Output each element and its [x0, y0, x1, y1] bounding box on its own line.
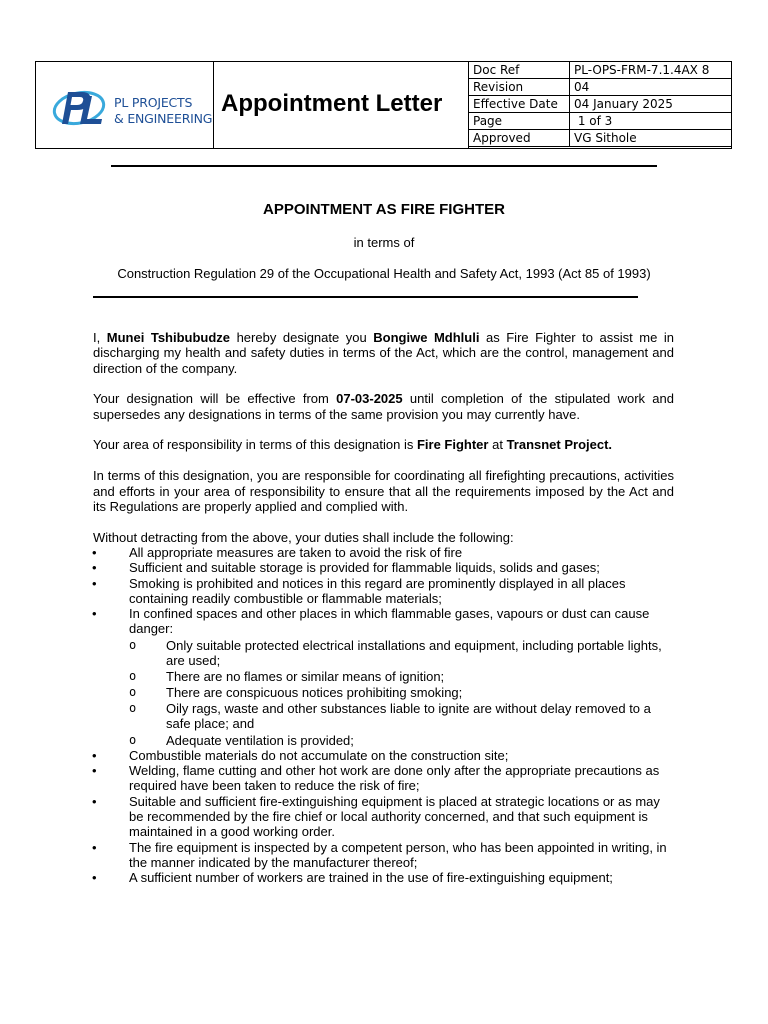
meta-key: Revision — [469, 79, 570, 96]
text-run: Your designation will be effective from — [93, 391, 337, 407]
sub-item-text: Adequate ventilation is provided; — [166, 732, 354, 748]
letter-body — [93, 330, 674, 885]
meta-key: Effective Date — [469, 96, 570, 113]
project-name: Transnet Project. — [506, 437, 613, 453]
list-item — [93, 545, 674, 560]
meta-value: VG Sithole — [570, 130, 732, 147]
sub-item-text: Oily rags, waste and other substances liable to ignite are without delay removed to a safe place; and — [166, 701, 651, 732]
bullet-icon: • — [92, 575, 97, 591]
meta-key: Page — [469, 113, 570, 130]
duties-intro: Without detracting from the above, your duties shall include the following: — [93, 529, 514, 545]
document-title: Appointment Letter — [221, 90, 443, 117]
bullet-icon: • — [92, 747, 97, 763]
list-item — [93, 576, 674, 607]
bullet-icon: • — [92, 870, 97, 886]
text-run: until completion of the stipulated work and supersedes any designations in terms of the same provision you may currently have. — [93, 391, 674, 422]
effective-date: 07-03-2025 — [336, 391, 403, 407]
duty-text: In confined spaces and other places in which flammable gases, vapours or dust can cause danger: — [129, 606, 650, 637]
text-run: I, — [93, 330, 107, 345]
meta-key: Approved — [469, 130, 570, 147]
sub-list-item — [129, 685, 674, 700]
sub-bullet-icon: o — [129, 701, 137, 716]
text-run: at — [488, 437, 507, 453]
list-item — [93, 840, 674, 871]
bullet-icon: • — [92, 763, 97, 779]
sub-bullet-icon: o — [129, 685, 137, 700]
meta-value: 04 January 2025 — [570, 96, 732, 113]
meta-row — [469, 96, 732, 113]
sub-bullet-icon: o — [129, 668, 137, 683]
list-item — [93, 794, 674, 840]
company-name-line1: PL PROJECTS — [114, 95, 193, 110]
appointer-name: Munei Tshibubudze — [106, 330, 231, 345]
bullet-icon: • — [92, 839, 97, 855]
sub-list-item — [129, 638, 674, 669]
meta-row — [469, 62, 732, 79]
document-meta-table — [468, 62, 731, 147]
duty-text: Smoking is prohibited and notices in this regard are prominently displayed in all places containing readily combustible or flammable materials; — [129, 575, 626, 606]
meta-row — [469, 113, 732, 130]
bullet-icon: • — [92, 606, 97, 622]
appointment-title: APPOINTMENT AS FIRE FIGHTER — [263, 201, 505, 218]
logo-cell — [36, 62, 214, 148]
duty-text: The fire equipment is inspected by a competent person, who has been appointed in writing, in the manner indicated by the manufacturer thereof; — [129, 839, 667, 870]
coordination-paragraph: In terms of this designation, you are responsible for coordinating all firefighting precautions, activities and efforts in your area of responsibility to ensure that all the requirements imposed by the Act and its Regulations are properly applied and complied with. — [93, 468, 674, 514]
duty-text: Suitable and sufficient fire-extinguishing equipment is placed at strategic locations or as may be recommended by the fire chief or local authority concerned, and that such equipment is maintained in a good working order. — [129, 793, 660, 840]
list-item — [93, 870, 674, 885]
company-name-line2: & ENGINEERING — [114, 111, 213, 126]
sub-bullet-icon: o — [129, 732, 137, 747]
regulation-reference: Construction Regulation 29 of the Occupational Health and Safety Act, 1993 (Act 85 of 1993) — [117, 266, 651, 281]
meta-row — [469, 130, 732, 147]
company-logo — [52, 84, 110, 130]
duty-text: All appropriate measures are taken to avoid the risk of fire — [129, 544, 463, 560]
list-item — [93, 763, 674, 794]
meta-value: 1 of 3 — [570, 113, 732, 130]
list-item — [93, 748, 674, 763]
bullet-icon: • — [92, 793, 97, 809]
sub-item-text: There are conspicuous notices prohibiting smoking; — [166, 685, 463, 701]
title-cell — [213, 62, 469, 148]
sub-list-item — [129, 701, 674, 732]
bullet-icon: • — [92, 560, 97, 576]
sub-list-item — [129, 733, 674, 748]
meta-key: Doc Ref — [469, 62, 570, 79]
meta-value: 04 — [570, 79, 732, 96]
sub-list-item — [129, 669, 674, 684]
sub-item-text: There are no flames or similar means of ignition; — [166, 668, 445, 684]
meta-value: PL-OPS-FRM-7.1.4AX 8 — [570, 62, 732, 79]
company-name — [114, 95, 212, 127]
duties-list — [93, 545, 674, 886]
meta-row — [469, 79, 732, 96]
duty-text: A sufficient number of workers are trained in the use of fire-extinguishing equipment; — [129, 870, 613, 886]
confined-space-sublist — [129, 638, 674, 748]
in-terms-of: in terms of — [353, 235, 415, 250]
duty-text: Sufficient and suitable storage is provided for flammable liquids, solids and gases; — [129, 560, 600, 576]
text-run: as Fire Fighter to assist me in discharging my health and safety duties in terms of the Act, which are the control, management and direction of the company. — [93, 330, 674, 376]
list-item — [93, 606, 674, 748]
appointee-name: Bongiwe Mdhluli — [373, 330, 480, 345]
text-run: hereby designate you — [230, 330, 374, 345]
heading-divider — [93, 296, 638, 298]
role-name: Fire Fighter — [416, 437, 489, 453]
header-divider — [111, 165, 657, 167]
duty-text: Welding, flame cutting and other hot work are done only after the appropriate precautions as required have been taken to reduce the risk of fire; — [129, 763, 660, 794]
document-header — [35, 61, 732, 149]
text-run: Your area of responsibility in terms of this designation is — [93, 437, 417, 453]
sub-item-text: Only suitable protected electrical installations and equipment, including portable lights, are used; — [166, 637, 662, 668]
effective-date-paragraph — [93, 391, 674, 422]
designation-paragraph — [93, 330, 674, 376]
duty-text: Combustible materials do not accumulate on the construction site; — [129, 747, 509, 763]
list-item — [93, 560, 674, 575]
sub-bullet-icon: o — [129, 637, 137, 652]
responsibility-paragraph — [93, 437, 674, 452]
bullet-icon: • — [92, 544, 97, 560]
